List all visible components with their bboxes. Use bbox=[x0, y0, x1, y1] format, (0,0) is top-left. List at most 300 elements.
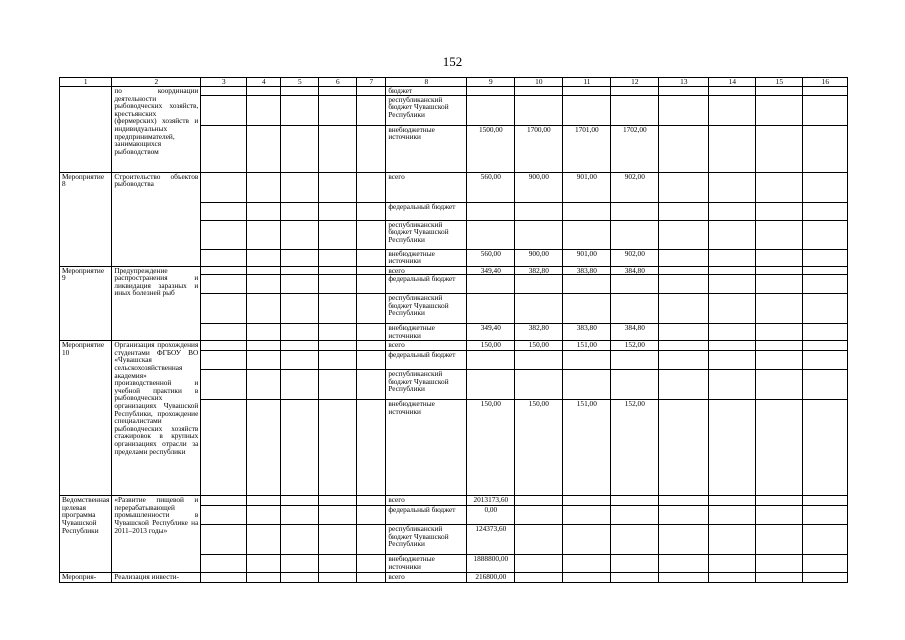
funding-source-cell: бюджет bbox=[386, 87, 467, 96]
empty-cell bbox=[281, 496, 319, 506]
value-cell: 384,80 bbox=[611, 324, 659, 341]
value-cell bbox=[611, 275, 659, 294]
value-cell bbox=[611, 294, 659, 324]
value-cell bbox=[563, 370, 611, 400]
empty-cell bbox=[357, 496, 386, 506]
empty-cell bbox=[201, 87, 247, 96]
value-cell bbox=[515, 95, 563, 125]
table-row bbox=[60, 341, 848, 351]
empty-cell bbox=[709, 220, 756, 249]
column-header: 9 bbox=[467, 78, 515, 87]
value-cell: 560,00 bbox=[467, 172, 515, 202]
value-cell: 152,00 bbox=[611, 400, 659, 496]
empty-cell bbox=[709, 202, 756, 220]
measure-description-cell: Предупреждение распространения и ликвидация заразных и иных болезней рыб bbox=[112, 266, 201, 341]
empty-cell bbox=[803, 172, 848, 202]
empty-cell bbox=[319, 275, 357, 294]
value-cell bbox=[515, 351, 563, 370]
empty-cell bbox=[319, 370, 357, 400]
empty-cell bbox=[201, 294, 247, 324]
empty-cell bbox=[659, 220, 709, 249]
value-cell: 382,80 bbox=[515, 266, 563, 275]
empty-cell bbox=[281, 400, 319, 496]
value-cell bbox=[611, 506, 659, 525]
empty-cell bbox=[357, 400, 386, 496]
empty-cell bbox=[803, 220, 848, 249]
empty-cell bbox=[803, 324, 848, 341]
empty-cell bbox=[281, 172, 319, 202]
empty-cell bbox=[247, 351, 281, 370]
empty-cell bbox=[803, 202, 848, 220]
funding-source-cell: республиканский бюджет Чувашской Республики bbox=[386, 370, 467, 400]
empty-cell bbox=[659, 202, 709, 220]
value-cell: 900,00 bbox=[515, 249, 563, 266]
value-cell: 349,40 bbox=[467, 266, 515, 275]
funding-source-cell: внебюджетные источники bbox=[386, 324, 467, 341]
value-cell: 384,80 bbox=[611, 266, 659, 275]
empty-cell bbox=[709, 95, 756, 125]
value-cell: 1500,00 bbox=[467, 125, 515, 172]
empty-cell bbox=[709, 172, 756, 202]
column-header: 8 bbox=[386, 78, 467, 87]
empty-cell bbox=[756, 294, 803, 324]
value-cell bbox=[563, 525, 611, 555]
value-cell bbox=[563, 555, 611, 573]
empty-cell bbox=[247, 202, 281, 220]
empty-cell bbox=[803, 525, 848, 555]
empty-cell bbox=[281, 220, 319, 249]
empty-cell bbox=[357, 525, 386, 555]
empty-cell bbox=[247, 341, 281, 351]
empty-cell bbox=[281, 351, 319, 370]
empty-cell bbox=[357, 294, 386, 324]
empty-cell bbox=[709, 525, 756, 555]
empty-cell bbox=[247, 172, 281, 202]
empty-cell bbox=[756, 202, 803, 220]
measure-description-cell: «Развитие пищевой и перерабатывающей промышленности в Чувашской Республике на 2011–2013 годы» bbox=[112, 496, 201, 573]
empty-cell bbox=[803, 341, 848, 351]
empty-cell bbox=[659, 341, 709, 351]
empty-cell bbox=[201, 525, 247, 555]
empty-cell bbox=[659, 87, 709, 96]
empty-cell bbox=[319, 202, 357, 220]
funding-source-cell: федеральный бюджет bbox=[386, 202, 467, 220]
empty-cell bbox=[247, 125, 281, 172]
empty-cell bbox=[709, 573, 756, 583]
empty-cell bbox=[756, 496, 803, 506]
column-header: 7 bbox=[357, 78, 386, 87]
value-cell: 383,80 bbox=[563, 324, 611, 341]
empty-cell bbox=[756, 324, 803, 341]
value-cell bbox=[467, 370, 515, 400]
empty-cell bbox=[803, 370, 848, 400]
funding-source-cell: всего bbox=[386, 266, 467, 275]
value-cell bbox=[467, 351, 515, 370]
empty-cell bbox=[281, 249, 319, 266]
funding-source-cell: всего bbox=[386, 172, 467, 202]
funding-source-cell: всего bbox=[386, 573, 467, 583]
empty-cell bbox=[803, 275, 848, 294]
table-row bbox=[60, 87, 848, 96]
empty-cell bbox=[756, 266, 803, 275]
empty-cell bbox=[281, 294, 319, 324]
empty-cell bbox=[803, 573, 848, 583]
page-number: 152 bbox=[442, 54, 463, 69]
measure-name-cell: Мероприятие 9 bbox=[60, 266, 112, 341]
empty-cell bbox=[201, 573, 247, 583]
empty-cell bbox=[659, 95, 709, 125]
measure-name-cell: Мероприя- bbox=[60, 573, 112, 583]
value-cell bbox=[563, 351, 611, 370]
value-cell bbox=[611, 496, 659, 506]
empty-cell bbox=[659, 351, 709, 370]
value-cell bbox=[611, 87, 659, 96]
empty-cell bbox=[201, 324, 247, 341]
value-cell: 150,00 bbox=[467, 400, 515, 496]
empty-cell bbox=[659, 249, 709, 266]
value-cell bbox=[563, 496, 611, 506]
empty-cell bbox=[357, 266, 386, 275]
empty-cell bbox=[659, 573, 709, 583]
funding-source-cell: федеральный бюджет bbox=[386, 275, 467, 294]
empty-cell bbox=[319, 172, 357, 202]
empty-cell bbox=[281, 506, 319, 525]
empty-cell bbox=[247, 525, 281, 555]
empty-cell bbox=[281, 87, 319, 96]
value-cell: 1700,00 bbox=[515, 125, 563, 172]
empty-cell bbox=[756, 573, 803, 583]
empty-cell bbox=[247, 573, 281, 583]
value-cell: 902,00 bbox=[611, 172, 659, 202]
funding-source-cell: республиканский бюджет Чувашской Республики bbox=[386, 294, 467, 324]
empty-cell bbox=[201, 266, 247, 275]
empty-cell bbox=[319, 525, 357, 555]
empty-cell bbox=[319, 555, 357, 573]
value-cell: 124373,60 bbox=[467, 525, 515, 555]
empty-cell bbox=[319, 294, 357, 324]
empty-cell bbox=[756, 506, 803, 525]
empty-cell bbox=[659, 506, 709, 525]
empty-cell bbox=[659, 275, 709, 294]
empty-cell bbox=[201, 275, 247, 294]
empty-cell bbox=[201, 496, 247, 506]
value-cell: 902,00 bbox=[611, 249, 659, 266]
empty-cell bbox=[357, 370, 386, 400]
empty-cell bbox=[247, 324, 281, 341]
value-cell bbox=[563, 275, 611, 294]
value-cell bbox=[563, 294, 611, 324]
value-cell bbox=[467, 275, 515, 294]
empty-cell bbox=[659, 370, 709, 400]
empty-cell bbox=[357, 573, 386, 583]
empty-cell bbox=[659, 525, 709, 555]
header-row bbox=[60, 78, 848, 87]
value-cell: 901,00 bbox=[563, 249, 611, 266]
column-header: 6 bbox=[319, 78, 357, 87]
value-cell: 1888800,00 bbox=[467, 555, 515, 573]
empty-cell bbox=[357, 125, 386, 172]
empty-cell bbox=[357, 275, 386, 294]
empty-cell bbox=[247, 496, 281, 506]
value-cell: 216800,00 bbox=[467, 573, 515, 583]
value-cell bbox=[611, 370, 659, 400]
empty-cell bbox=[281, 525, 319, 555]
empty-cell bbox=[756, 220, 803, 249]
value-cell bbox=[563, 506, 611, 525]
value-cell: 2013173,60 bbox=[467, 496, 515, 506]
budget-table bbox=[59, 77, 848, 583]
empty-cell bbox=[709, 341, 756, 351]
empty-cell bbox=[709, 275, 756, 294]
value-cell bbox=[611, 573, 659, 583]
empty-cell bbox=[281, 555, 319, 573]
value-cell bbox=[515, 202, 563, 220]
empty-cell bbox=[803, 87, 848, 96]
empty-cell bbox=[709, 555, 756, 573]
value-cell bbox=[611, 202, 659, 220]
measure-name-cell: Мероприятие 10 bbox=[60, 341, 112, 496]
column-header: 14 bbox=[709, 78, 756, 87]
empty-cell bbox=[709, 266, 756, 275]
measure-description-cell: Организация прохождения студентами ФГБОУ ВО «Чувашская сельскохозяйственная академия» производственной и учебной практики в рыбоводческих организациях Чувашской Республики, прохождение специалистами рыбоводческих хозяйств стажировок в крупных организациях отрасли за пределами республики bbox=[112, 341, 201, 496]
empty-cell bbox=[659, 400, 709, 496]
value-cell bbox=[467, 294, 515, 324]
empty-cell bbox=[281, 573, 319, 583]
empty-cell bbox=[247, 506, 281, 525]
value-cell: 0,00 bbox=[467, 506, 515, 525]
empty-cell bbox=[803, 555, 848, 573]
empty-cell bbox=[247, 275, 281, 294]
funding-source-cell: республиканский бюджет Чувашской Республики bbox=[386, 525, 467, 555]
empty-cell bbox=[357, 249, 386, 266]
funding-source-cell: республиканский бюджет Чувашской Республики bbox=[386, 95, 467, 125]
value-cell bbox=[467, 87, 515, 96]
value-cell bbox=[515, 525, 563, 555]
empty-cell bbox=[201, 370, 247, 400]
value-cell bbox=[611, 220, 659, 249]
empty-cell bbox=[803, 266, 848, 275]
value-cell bbox=[563, 220, 611, 249]
column-header: 15 bbox=[756, 78, 803, 87]
empty-cell bbox=[247, 249, 281, 266]
empty-cell bbox=[247, 294, 281, 324]
empty-cell bbox=[201, 506, 247, 525]
table-row bbox=[60, 496, 848, 506]
funding-source-cell: внебюджетные источники bbox=[386, 555, 467, 573]
value-cell bbox=[515, 506, 563, 525]
empty-cell bbox=[319, 220, 357, 249]
value-cell: 151,00 bbox=[563, 400, 611, 496]
empty-cell bbox=[756, 351, 803, 370]
value-cell bbox=[467, 220, 515, 249]
empty-cell bbox=[803, 249, 848, 266]
value-cell bbox=[611, 555, 659, 573]
empty-cell bbox=[201, 351, 247, 370]
empty-cell bbox=[281, 202, 319, 220]
value-cell: 150,00 bbox=[515, 400, 563, 496]
funding-source-cell: всего bbox=[386, 341, 467, 351]
empty-cell bbox=[659, 555, 709, 573]
empty-cell bbox=[319, 125, 357, 172]
table-body bbox=[60, 78, 848, 583]
value-cell: 1701,00 bbox=[563, 125, 611, 172]
empty-cell bbox=[281, 95, 319, 125]
empty-cell bbox=[803, 496, 848, 506]
empty-cell bbox=[756, 341, 803, 351]
column-header: 5 bbox=[281, 78, 319, 87]
table-row bbox=[60, 266, 848, 275]
empty-cell bbox=[357, 172, 386, 202]
value-cell bbox=[611, 95, 659, 125]
value-cell: 152,00 bbox=[611, 341, 659, 351]
empty-cell bbox=[281, 275, 319, 294]
column-header: 3 bbox=[201, 78, 247, 87]
value-cell: 349,40 bbox=[467, 324, 515, 341]
measure-name-cell: Ведомственная целевая программа Чувашской Республики bbox=[60, 496, 112, 573]
empty-cell bbox=[803, 506, 848, 525]
empty-cell bbox=[247, 370, 281, 400]
empty-cell bbox=[659, 496, 709, 506]
measure-description-cell: Строительство объектов рыбоводства bbox=[112, 172, 201, 266]
empty-cell bbox=[201, 341, 247, 351]
value-cell: 383,80 bbox=[563, 266, 611, 275]
value-cell: 900,00 bbox=[515, 172, 563, 202]
table-row bbox=[60, 172, 848, 202]
empty-cell bbox=[756, 555, 803, 573]
empty-cell bbox=[319, 341, 357, 351]
empty-cell bbox=[756, 275, 803, 294]
funding-source-cell: федеральный бюджет bbox=[386, 351, 467, 370]
measure-name-cell bbox=[60, 87, 112, 173]
empty-cell bbox=[319, 95, 357, 125]
empty-cell bbox=[756, 525, 803, 555]
value-cell bbox=[515, 220, 563, 249]
value-cell: 560,00 bbox=[467, 249, 515, 266]
value-cell bbox=[515, 275, 563, 294]
empty-cell bbox=[201, 95, 247, 125]
value-cell bbox=[515, 555, 563, 573]
measure-description-cell: по координации деятельности рыбоводческих хозяйств, крестьянских (фермерских) хозяйств и индивидуальных предпринимателей, занимающихся рыбоводством bbox=[112, 87, 201, 173]
column-header: 10 bbox=[515, 78, 563, 87]
empty-cell bbox=[201, 220, 247, 249]
empty-cell bbox=[247, 555, 281, 573]
funding-source-cell: внебюджетные источники bbox=[386, 125, 467, 172]
empty-cell bbox=[281, 370, 319, 400]
funding-source-cell: федеральный бюджет bbox=[386, 506, 467, 525]
empty-cell bbox=[709, 249, 756, 266]
empty-cell bbox=[357, 324, 386, 341]
value-cell: 150,00 bbox=[467, 341, 515, 351]
empty-cell bbox=[281, 324, 319, 341]
empty-cell bbox=[247, 220, 281, 249]
empty-cell bbox=[319, 87, 357, 96]
empty-cell bbox=[756, 400, 803, 496]
funding-source-cell: внебюджетные источники bbox=[386, 249, 467, 266]
empty-cell bbox=[357, 220, 386, 249]
empty-cell bbox=[709, 400, 756, 496]
empty-cell bbox=[756, 370, 803, 400]
empty-cell bbox=[357, 87, 386, 96]
value-cell bbox=[467, 202, 515, 220]
empty-cell bbox=[756, 87, 803, 96]
empty-cell bbox=[201, 172, 247, 202]
column-header: 4 bbox=[247, 78, 281, 87]
empty-cell bbox=[201, 249, 247, 266]
value-cell bbox=[515, 294, 563, 324]
empty-cell bbox=[803, 400, 848, 496]
empty-cell bbox=[709, 351, 756, 370]
empty-cell bbox=[709, 125, 756, 172]
empty-cell bbox=[659, 172, 709, 202]
measure-name-cell: Мероприятие 8 bbox=[60, 172, 112, 266]
empty-cell bbox=[247, 95, 281, 125]
empty-cell bbox=[247, 266, 281, 275]
empty-cell bbox=[201, 202, 247, 220]
empty-cell bbox=[357, 506, 386, 525]
empty-cell bbox=[319, 506, 357, 525]
empty-cell bbox=[756, 172, 803, 202]
column-header: 1 bbox=[60, 78, 112, 87]
value-cell bbox=[563, 573, 611, 583]
funding-source-cell: всего bbox=[386, 496, 467, 506]
column-header: 11 bbox=[563, 78, 611, 87]
empty-cell bbox=[659, 266, 709, 275]
column-header: 2 bbox=[112, 78, 201, 87]
empty-cell bbox=[319, 496, 357, 506]
empty-cell bbox=[709, 87, 756, 96]
value-cell bbox=[563, 95, 611, 125]
empty-cell bbox=[281, 341, 319, 351]
value-cell bbox=[563, 202, 611, 220]
column-header: 13 bbox=[659, 78, 709, 87]
empty-cell bbox=[357, 95, 386, 125]
empty-cell bbox=[319, 266, 357, 275]
empty-cell bbox=[281, 125, 319, 172]
empty-cell bbox=[247, 400, 281, 496]
empty-cell bbox=[756, 95, 803, 125]
value-cell: 151,00 bbox=[563, 341, 611, 351]
empty-cell bbox=[319, 324, 357, 341]
funding-source-cell: республиканский бюджет Чувашской Республики bbox=[386, 220, 467, 249]
value-cell bbox=[611, 525, 659, 555]
empty-cell bbox=[803, 294, 848, 324]
empty-cell bbox=[319, 249, 357, 266]
empty-cell bbox=[357, 351, 386, 370]
empty-cell bbox=[201, 125, 247, 172]
table-row bbox=[60, 573, 848, 583]
empty-cell bbox=[357, 555, 386, 573]
empty-cell bbox=[357, 202, 386, 220]
value-cell bbox=[563, 87, 611, 96]
empty-cell bbox=[709, 324, 756, 341]
value-cell: 382,80 bbox=[515, 324, 563, 341]
column-header: 16 bbox=[803, 78, 848, 87]
measure-description-cell: Реализация инвести- bbox=[112, 573, 201, 583]
empty-cell bbox=[803, 125, 848, 172]
empty-cell bbox=[709, 506, 756, 525]
value-cell bbox=[515, 87, 563, 96]
empty-cell bbox=[201, 555, 247, 573]
value-cell bbox=[611, 351, 659, 370]
empty-cell bbox=[319, 400, 357, 496]
empty-cell bbox=[659, 294, 709, 324]
value-cell: 1702,00 bbox=[611, 125, 659, 172]
value-cell: 150,00 bbox=[515, 341, 563, 351]
empty-cell bbox=[709, 370, 756, 400]
empty-cell bbox=[709, 496, 756, 506]
empty-cell bbox=[659, 125, 709, 172]
empty-cell bbox=[756, 249, 803, 266]
